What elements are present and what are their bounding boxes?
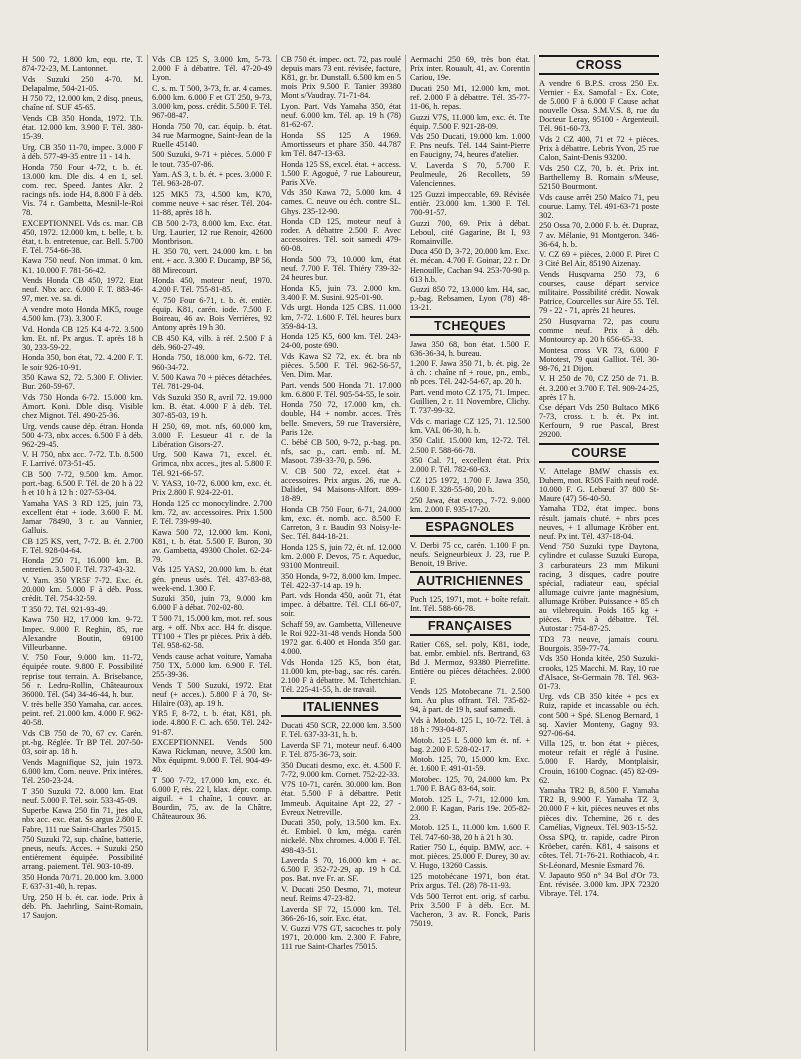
classified-ad: Vds 350 Kawa 72, 5.000 km. 4 cames. C. neuve ou éch. contre SL. Ghys. 235-12-90.: [281, 188, 401, 216]
classified-ad: TD3 73 neuve, jamais couru. Bourgois. 359-77-74.: [539, 634, 659, 653]
classified-ad: CB 500 7-72, 9.500 km. Amor. port.-bag. 6.500 F. Tél. de 20 h à 22 h et 10 h à 12 h : 027-53-04.: [22, 470, 143, 498]
column-5: [534, 55, 663, 1051]
classified-ad: Vds 125 YAS2, 20.000 km. b. état gén. pneus usés. Tél. 437-83-88, week-end. 1.300 F.: [152, 565, 272, 593]
classified-ad: Ratier C6S, sel. poly, K81, iode, bat. embr. embiel. nfs. Bertrand, 63 Bd J. Mermoz, 93380 Pierrefitte. Entière ou pièces détachées. 2.000 F.: [410, 640, 530, 686]
classified-ad: Kawa 750 H2, 17.000 km. 9-72. Impec. 9.000 F. Reghin, 85, rue Alexandre Boutin, 69100 Villeurbanne.: [22, 615, 143, 652]
classified-ad: Vds 500 Terrot ent. orig. sf carbu. Prix 3.500 F à déb. Ecr. M. Vacheron, 3 av. R. Fonck, Paris 75019.: [410, 891, 530, 928]
classified-ad: Suzuki 350, juin 73, 9.000 km 6.000 F à débat. 702-02-80.: [152, 594, 272, 613]
classified-ad: Vends T 500 Suzuki, 1972. Etat neuf (+ acces.). 5.800 F à 70, St-Hilaire (03), ap. 19 h.: [152, 680, 272, 708]
column-2: [147, 55, 276, 1051]
classified-ad: Vds Kawa S2 72, ex. ét. bra nb pièces. 5.500 F. Tél. 962-56-57, Ven. Dim. Mar.: [281, 351, 401, 380]
classified-ad: Honda K5, juin 73. 2.000 km. 3.400 F. M. Susini. 925-01-90.: [281, 283, 401, 302]
classified-ad: Villa 125, tr. bon état + pièces, moteur refait et réglé à l'usine. 5.000 F. Hardy, Montplaisir, Crouin, 16100 Cognac. (45) 82-09-62.: [539, 739, 659, 785]
classified-ad: Vds 350 Honda kitée, 250 Suzuki-crooks, 125 Macchi. M. Ray, 10 rue d'Alsace, St-Germain 78. Tél. 963-01-73.: [539, 654, 659, 691]
classified-ad: Ducati 350, poly, 13.500 km. Ex. ét. Embiel. 0 km, méga. carén nickelé. Nbx chromes. 4.000 F. Tél. 498-43-51.: [281, 818, 401, 855]
classified-ad: 125 Guzzi impeccable, 69. Révisée entièr. 23.000 km. 1.300 F. Tél. 700-91-57.: [410, 189, 530, 217]
classified-ad: Vends 125 Motobecane 71. 2.500 km. Au plus offrant. Tél. 735-82-94, à part. de 19 h, sauf samedi.: [410, 687, 530, 715]
classified-ad: CZ 125 1972, 1.700 F. Jawa 350, 1.600 F. 328-55-80, 20 h.: [410, 475, 530, 494]
classified-ad: Vd. Honda CB 125 K4 4-72. 3.500 km. Et. nf. Px argus. T. après 18 h 30, 233-59-22.: [22, 324, 143, 352]
classified-ad: Superbe Kawa 250 fin 71, jtes alu, nbx acc. exc. état. Ss argus 2.800 F. Fabre, 111 rue Saint-Charles 75015.: [22, 806, 143, 834]
classified-ad: H 500 72, 1.800 km, equ. rte, T. 874-72-23, M. Lantonnet.: [22, 55, 143, 74]
classified-ad: H. 350 70, vert. 24.000 km. t. bn ent. + acc. 3.300 F. Ducamp, BP 56, 88 Mirecourt.: [152, 247, 272, 275]
classified-ad: Urg. 250 H b. ét. car. iode. Prix à déb. Ph. Jaehrling, Saint-Romain, 17 Saujon.: [22, 892, 143, 920]
classified-ad: V. H 250 de 70, CZ 250 de 71. B. ét. 3.200 et 3.700 F. Tél. 909-24-25, après 17 h.: [539, 374, 659, 402]
classified-ad: V. 500 Kawa 70 + pièces détachées. Tél. 781-29-04.: [152, 373, 272, 392]
classified-ad: Vends Honda CB 450, 1972. Etat neuf. Nbx acc. 6.000 F. T. 883-46-97, mer. ve. sa. di.: [22, 276, 143, 304]
classified-ad: Honda 250 71, 16.000 km. B. entretien. 3.500 F. Tél. 737-43-32.: [22, 556, 143, 575]
classified-ad: A vendre 6 B.P.S. cross 250 Ex. Vernier - Ex. Samofal - Ex. Cote, de 5.000 F à 6.000 F Cause achat nouvelle Ossa. S.M.V.S. 8, rue du Docteur Leray, 95100 - Argenteuil. Tél. 961-60-73.: [539, 79, 659, 134]
classified-ad: Kawa 750 neuf. Non immat. 0 km. K1. 10.000 F. 781-56-42.: [22, 256, 143, 275]
classified-ad: Vds 750 Honda 6-72. 15.000 km. Amort. Koni. Dble disq. Visible chez Mignot. Tél. 490-25-36.: [22, 392, 143, 420]
classified-ad: Jawa 350 68, bon état. 1.500 F. 636-36-34, h. bureau.: [410, 339, 530, 358]
classified-ad: Vends Magnifique S2, juin 1973. 6.000 km. Com. neuve. Prix intéres. Tél. 250-23-24.: [22, 757, 143, 786]
classified-ad: Vends CB 350 Honda, 1972. T.b. état. 12.000 km. 3.900 F. Tél. 380-15-39.: [22, 114, 143, 142]
classified-ad: Motobec. 125, 70, 24.000 km. Px 1.700 F. BAG 83-64, soir.: [410, 775, 530, 794]
classified-ad: V. 750 Four, 9.000 km. 11-72, équipée route. 9.800 F. Possibilité reprise tout terrain. A. Brisebance, 56 r. Ledru-Rollin, Châteauroux 36000. Tél. (54) 34-46-44, h. bur.: [22, 653, 143, 699]
classified-ad: H 750 72, 12.000 km, 2 disq. pneus, chaîne nf. SUF 45-65.: [22, 94, 143, 113]
classified-ad: Ducati 250 M1, 12.000 km, mot. ref. 2.000 F à débattre. Tél. 35-77-11-06, h. repas.: [410, 83, 530, 111]
classified-ad: 1.200 F. Jawa 350 71, b. ét. pig. 2e à ch. : chaîne nf + roue, pn., emb., nb pces. Tél. 242-54-67, ap. 20 h.: [410, 359, 530, 387]
classified-ad: Lyon. Part. Vds Yamaha 350, état neuf. 6.000 km. Tél. ap. 19 h (78) 81-62-67.: [281, 101, 401, 130]
classified-ad: 350 Ducati desmo, exc. ét. 4.500 F. 7-72, 9.000 km. Cornet. 752-22-33.: [281, 760, 401, 779]
classified-ad: Motob. 125 L 5.000 km ét. nf. + bag. 2.200 F. 528-02-17.: [410, 735, 530, 754]
classified-ad: Yam. AS 3, t. b. ét. + pces. 3.000 F. Tél. 963-28-07.: [152, 170, 272, 189]
classified-ad: EXCEPTIONNEL Vends 500 Kawa Rickman, neuve, 3.500 km. Nbx équipmt. 9.000 F. Tél. 904-49-40.: [152, 738, 272, 775]
classified-ad: Guzzi 850 72, 13.000 km. H4, sac, p.-bag. Rebsamen, Lyon (78) 48-13-21.: [410, 285, 530, 313]
classified-ad: Vds 250 Ducati, 19.000 km. 1.000 F. Pns neufs. Tél. 144 Saint-Pierre en Faucigny, 74, heures d'atelier.: [410, 132, 530, 160]
classified-ad: Vds CB 125 S, 3.000 km, 5-73. 2.000 F à débattre. Tél. 47-20-49 Lyon.: [152, 55, 272, 83]
classified-ad: 250 Husqvarna 72, pas couru comme neuf. Prix à déb. Montourcy ap. 20 h 656-65-33.: [539, 316, 659, 345]
classified-ad: Honda 750, 18.000 km, 6-72. Tél. 960-34-72.: [152, 353, 272, 372]
classified-ad: Vds 2 CZ 400, 71 et 72 + pièces. Prix à débattre. Lebris Yvon, 25 rue Calon, Saint-Denis 93200.: [539, 135, 659, 163]
classified-ad: Yamaha TR2 B, 8.500 F. Yamaha TR2 B, 9.900 F. Yamaha TZ 3, 20.000 F + kit, pièces neuves et nbs pièces div. Tchernine, 26 r. des Camélias, Vigneux. Tél. 903-15-52.: [539, 786, 659, 832]
classified-ad: H 250, 69, mot. nfs, 60.000 km, 3.000 F. Lesueur 41 r. de la Libération Gisors-27.: [152, 421, 272, 449]
classified-ad: CB 450 K4, vilb. à réf. 2.500 F à déb. 960-27-49.: [152, 333, 272, 352]
classified-ad: Vend 750 Suzuki type Daytona, cylindre et culasse Suzuki Europa, 3 carburateurs 23 mm Mikuni racing, 3 disques, cadre poutre spécial, radiateur eau, spécial allumage cuivre jante magnésium, allumage Kröber. Puissance + 85 ch au vilebrequin. Poids 165 kg + pièces. Prix à débattre. Tél. Autostar : 754-87-25.: [539, 542, 659, 634]
classified-ad: C. s. m. T 500, 3-73, fr. ar. 4 cames. 6.000 km. 6.000 F et GT 250, 9-73, 3.000 km, poss. crédit. 5.500 F. Tél. 967-08-47.: [152, 83, 272, 121]
classified-ad: Honda 125 cc monocylindre. 2.700 km. 72, av. accessoires. Prix 1.500 F. Tél. 739-99-40.: [152, 498, 272, 526]
classified-ad: 250 Jawa, état excep., 7-72. 9.000 km. 2.000 F. 935-17-20.: [410, 495, 530, 514]
classified-ad: Honda 750 72, 17.000 km, ch. double, H4 + nombr. acces. Très belle. Smevers, 59 rue Traversière, Paris 12e.: [281, 400, 401, 437]
classified-ad: Vds CB 750 de 70, 67 cv. Carén. pt.-bg. Réglée. Tr BP Tél. 207-50-03, soir ap. 18 h.: [22, 729, 143, 757]
classified-ad: T 350 Suzuki 72. 8.000 km. Etat neuf. 5.000 F. Tél. soir. 533-45-09.: [22, 786, 143, 805]
section-heading: FRANÇAISES: [410, 616, 530, 636]
classified-ad: 250 Ossa 70, 2.000 F. b. ét. Dupraz, 7 av. Mélanie, 91 Montgeron. 346-36-64, h. b.: [539, 221, 659, 249]
classified-ad: Guzzi 700, 69. Prix à débat. Leboul, cité Gagarine, Bt I, 93 Romainville.: [410, 218, 530, 246]
classified-ad: 500 Suzuki, 9-71 + pièces. 5.000 F le tout. 735-07-86.: [152, 150, 272, 169]
section-heading: COURSE: [539, 443, 659, 463]
classified-ad: Part. vds Honda 450, août 71, état impec. à débattre. Tél. CLI 66-07, soir.: [281, 591, 401, 619]
classified-ad: CB 125 KS, vert, 7-72. B. ét. 2.700 F. Tél. 928-04-64.: [22, 536, 143, 555]
classified-ad: 350 Calif. 15.000 km, 12-72. Tél. 2.500 F. 588-66-78.: [410, 436, 530, 455]
classified-ad: T 350 72. Tél. 921-93-49.: [22, 604, 108, 614]
classified-ad: V. 750 Four 6-71, t. b. ét. entièr. équip. K81, carén. iode. 7.500 F. Boireau, 46 av. Bois Verrières, 92 Antony après 19 h 30.: [152, 295, 272, 333]
classified-ad: Aermachi 250 69, très bon état. Prix inter. Rouault, 41, av. Corentin Cariou, 19e.: [410, 55, 530, 83]
section-heading: TCHEQUES: [410, 316, 530, 336]
section-heading: AUTRICHIENNES: [410, 571, 530, 591]
classified-ad: Honda 750 Four 4-72, t. b. ét. 13.000 km. Dle dis. 4 en 1, sel. com. rec. Speed. Jantes Akr. 2 racings nfs. iode H4, 8.800 F à déb. Vis. 74 r. Gambetta, Mesnil-le-Roi 78.: [22, 162, 143, 217]
classified-ad: Honda 125 K5, 600 km. Tél. 243-24-00, poste 690.: [281, 332, 401, 351]
classified-ad: T 500 7-72, 17.000 km, exc. ét. 6.000 F, rés. 22 l, klax. dépr. comp. aiguil. + 1 chaîne, 1 couvr. ar. Bourdin, 75, av. de la Châtre, Châteauroux 36.: [152, 776, 272, 822]
classified-ad: V. CB 500 72, excel. état + accessoires. Prix argus. 26, rue A. Dalidet, 94 Maisons-Alfort. 899-18-89.: [281, 467, 401, 504]
classified-ad: Part. vends 500 Honda 71. 17.000 km. 6.800 F. Tél. 905-54-55, le soir.: [281, 380, 401, 399]
classified-ad: V. très belle 350 Yamaha, car. acces. peint. ref. 21.000 km. 4.000 F. 962-40-58.: [22, 700, 143, 728]
classified-ad: Montesa cross VR 73, 6.000 F Mototest, 79 quai Galliot. Tél. 30-98-76, 21 Dijon.: [539, 345, 659, 373]
classified-ad: Ratier 750 L, équip. BMW, acc. + mot. pièces. 25.000 F. Durey, 30 av. V. Hugo, 13260 Cassis.: [410, 843, 530, 871]
column-3: [276, 55, 405, 1051]
classified-ad: 350 Honda 70/71. 20.000 km. 3.000 F. 637-31-40, h. repas.: [22, 872, 143, 892]
classified-ad: Motob. 125 L, 7-71, 12.000 km. 2.000 F. Kagan, Paris 19e. 205-82-23.: [410, 794, 530, 822]
classified-ad: Honda CD 125, moteur neuf à roder. A débattre 2.500 F. Avec accessoires. Tél. soit samedi 479-60-08.: [281, 217, 401, 254]
classified-ad: Urg. CB 350 11-70, impec. 3.000 F à déb. 577-49-35 entre 11 - 14 h.: [22, 142, 143, 161]
classified-ad: Cse départ Vds 250 Bultaco MK6 7-73, cross. t. b. ét. Px int. Kerfourn, 9 rue Pascal, Brest 29200.: [539, 403, 659, 440]
classified-ad: Urg. vds CB 350 kitée + pcs ex Ruiz, rapide et incassable ou éch. cont 500 + Spé. SLenog Bernard, 1 sq. Xavier Monteny, Gagny 93. 927-06-64.: [539, 692, 659, 738]
classified-ad: Laverda SF 72, 15.000 km. Tél. 366-26-16, soir. Exc. état.: [281, 904, 401, 923]
section-heading: ITALIENNES: [281, 697, 401, 717]
classified-ad: 125 motobécane 1971, bon état. Prix argus. Tél. (28) 78-11-93.: [410, 871, 530, 891]
classified-ad: Vends cause achat voiture, Yamaha 750 TX, 5.000 km. 6.900 F. Tél. 255-39-36.: [152, 651, 272, 679]
column-4: [405, 55, 534, 1051]
classified-ad: Vds Suzuki 250 4-70. M. Delapalme, 504-21-05.: [22, 74, 143, 93]
classified-ad: T 500 71, 15.000 km, mot. ref. sous arg. + off. Nbx acc. H4 fr. disque. TT100 + Tles pr pièces. Prix à déb. Tél. 958-62-58.: [152, 613, 272, 651]
classified-ad: Vds Suzuki 350 R, avril 72. 19.000 km. B. état. 4.000 F à déb. Tél. 307-85-03, 19 h.: [152, 392, 272, 420]
classified-ad: V. H 750, nbx acc. 7-72. T.b. 8.500 F. Larrivé. 073-51-45.: [22, 450, 143, 469]
classified-ad: Honda 450, moteur neuf, 1970. 4.200 F. Tél. 755-81-85.: [152, 276, 272, 295]
classified-ad: Part. vend moto CZ 175, 71. Impec. Guillien, 2 r. 11 Novembre, Clichy. T. 737-99-32.: [410, 388, 530, 416]
classified-ad: V. Derbi 75 cc, carén. 1.100 F pn. neufs. Seigneurbieux J. 23, rue P. Benoit, 19 Brive.: [410, 540, 530, 568]
classified-ad: Duca 450 D, 3-72, 20.000 km. Exc. ét. mécan. 4.700 F. Goinar, 22 r. Dr Henouille, Cachan 94. 253-70-90 p. 613 h.b.: [410, 247, 530, 284]
classified-ad: Urg. vends cause dép. étran. Honda 500 4-73, nbx acces. 6.500 F à déb. 962-29-45.: [22, 421, 143, 449]
classified-ad: Motob. 125 L, 11.000 km. 1.600 F. Tél. 747-60-38, 20 h à 21 h 30.: [410, 823, 530, 842]
classified-ad: Honda SS 125 A 1969. Amortisseurs et phare 350. 44.787 km Tél. 847-13-63.: [281, 130, 401, 158]
columns-container: [18, 55, 791, 1051]
classified-ad: C. bébé CB 500, 9-72, p.-bag. pn. nfs, sac p., cart. emb. nf. M. Masoot. 739-33-70, p. 596.: [281, 438, 401, 466]
classified-ad: Kawa 500 72, 12.000 km. Koni, K81, t. b. état. 5.500 F. Buron, 30 av. Gambetta, 49300 Cholet. 62-24-79.: [152, 527, 272, 564]
classified-ad: 350 Honda, 9-72, 8.000 km. Impec. Tél. 422-37-14 ap. 19 h.: [281, 571, 401, 590]
classified-ad: Laverda S 70, 16.000 km + ac. 6.500 F. 352-72-29, ap. 19 h Cd. pos. Bat. nve Fr. ar. SF.: [281, 856, 401, 884]
classified-ad: Vds cause arrêt 250 Maïco 71, peu courue. Lamy. Tél. 491-63-71 poste 302.: [539, 192, 659, 220]
classified-ad: YR5 F, 8-72, t. b. état, K81, ph. iode. 4.800 F. C. ach. 650. Tél. 242-91-87.: [152, 709, 272, 737]
classified-ad: Honda 125 S, juin 72, ét. nf. 12.000 km. 2.000 F. Devos, 75 r. Aqueduc, 93100 Montreuil.: [281, 542, 401, 570]
classified-ad: V. Japauto 950 n° 34 Bol d'Or 73. Ent. révisée. 3.000 km. JPX 72320 Vibraye. Tél. 174.: [539, 871, 659, 899]
classified-ad: Vds c. mariage CZ 125, 71. 12.500 km. VAL 06-30, h. b.: [410, 416, 530, 435]
classified-ad: Vds à Motob. 125 L, 10-72. Tél. à 18 h : 793-04-87.: [410, 715, 530, 735]
classified-ad: 125 MK5 73, 4.500 km, K70, comme neuve + sac réser. Tél. 204-11-88, après 18 h.: [152, 189, 272, 217]
classified-ad: V. Ducati 250 Desmo, 71, moteur neuf. Reims 47-23-82.: [281, 884, 401, 903]
classified-ad: EXCEPTIONNEL Vds cs. mar. CB 450, 1972. 12.000 km, t. belle, t. b. état, t. b. entretenue, car. Bell. 5.700 F. Tél. 754-66-38.: [22, 218, 143, 255]
classified-ad: Guzzi V7S, 11.000 km, exc. ét. Tte équip. 7.500 F. 921-28-09.: [410, 112, 530, 131]
classified-ad: 350 Kawa S2, 72. 5.300 F. Olivier. Bur. 260-59-67.: [22, 373, 143, 392]
column-1: [18, 55, 147, 1051]
classified-ad: Honda 350, bon état, 72. 4.200 F. T. le soir 926-10-91.: [22, 353, 143, 372]
classified-ad: Honda 125 SS, excel. état. + access. 1.500 F. Agogué, 7 rue Laboureur, Paris XVe.: [281, 159, 401, 187]
classified-ad: Urg. 500 Kawa 71, excel. ét. Grimca, nbx acces., jtes al. 5.800 F. Tél. 921-66-57.: [152, 450, 272, 478]
classified-ad: V. Laverda S 70, 5.700 F. Peulmeule, 26 Recollets, 59 Valenciennes.: [410, 161, 530, 189]
classified-ad: Motob. 125, 70, 15.000 km. Exc. ét. 1.600 F. 491-01-59.: [410, 755, 530, 774]
classified-ad: Vds 250 CZ, 70, b. ét. Prix int. Barthellemy B. Romain s/Meuse, 52150 Bourmont.: [539, 163, 659, 192]
classified-ad: Vds urgt. Honda 125 CBS. 11.000 km, 7-72. 1.600 F. Tél. heures burx 359-84-13.: [281, 303, 401, 331]
classified-ad: V. Guzzi V7S GT, sacoches tr. poly 1971, 20.000 km. 2.300 F. Fabre, 111 rue Saint-Charles 75015.: [281, 924, 401, 952]
classified-ad: Schaff 59, av. Gambetta, Villeneuve le Roi 922-31-48 vends Honda 500 1972 gar. 6.400 et Honda 350 gar. 4.000.: [281, 620, 401, 657]
classified-ad: Puch 125, 1971, mot. + boîte refait. Int. Tél. 588-66-78.: [410, 595, 530, 614]
classified-ad: A vendre moto Honda MK5, rouge 4.500 km. (73). 3.300 F.: [22, 304, 143, 324]
classified-ad: 350 Cal. 71, excellent état. Prix 2.000 F. Tél. 782-60-63.: [410, 456, 530, 475]
classified-ad: 750 Suzuki 72, sup. chaîne, batterie, pneus, neufs. Acces. + Suzuki 250 entièrement équipée. Possibilité arrang. paiement. Tél. 903-10-89.: [22, 835, 143, 872]
section-heading: ESPAGNOLES: [410, 517, 530, 537]
classified-ad: Ducati 450 SCR, 22.000 km. 3.500 F. Tél. 637-33-31, h. b.: [281, 721, 401, 740]
classified-ad: V7S 10-71, carén. 30.000 km. Bon état. 5.500 F à débattre. Petit Immeub. Aquitaine Apt 22, 27 - Evreux Netreville.: [281, 780, 401, 817]
classified-ad: Honda CB 750 Four, 6-71, 24.000 km, exc. ét. nomb. acc. 8.500 F. Carreton, 3 r. Baudin 93 Noisy-le-Sec. Tél. 844-18-21.: [281, 504, 401, 542]
classified-ad: V. CZ 69 + pièces, 2.000 F. Piret C 3 Cité Bel Air, 85190 Aizenay.: [539, 250, 659, 269]
classified-ad: Yamaha TD2, état impec. bons résult. jamais chuté. + nbrs pces neuves, + 1 allumage Kröber ent. neuf. Px int. Tél. 437-18-04.: [539, 504, 659, 541]
classified-ad: Laverda SF 71, moteur neuf. 6.400 F. Tél. 875-36-73, soir.: [281, 740, 401, 760]
classified-ad: V. YAS3, 10-72, 6.000 km, exc. ét. Prix 2.800 F. 924-22-01.: [152, 479, 272, 498]
classified-ad: Ossa SPQ, tr. rapide, cadre Piron Kröeber, carén. K81, 4 saisons et côtes. Tél. 71-76-21. Rothiacob, 4 r. St-Léonard, Mesnie Esmard 76.: [539, 833, 659, 870]
classified-ad: V. Yam. 350 YR5F 7-72. Exc. ét. 20.000 km. 5.000 F à déb. Poss. crédit. Tél. 754-32-59.: [22, 576, 143, 604]
classified-ad: Yamaha YAS 3 RD 125, juin 73, excellent état + iode. 3.600 F. M. Jamar 78490, 3 r. au Vannier, Galluis.: [22, 498, 143, 536]
classified-ad: Honda 500 73, 10.000 km, état neuf. 7.700 F. Tél. Thiéry 739-32-24 heures bur.: [281, 254, 401, 283]
classified-ad: Vds Honda 125 K5, bon état, 11.000 km, pte-bag., sac rés. carén. 2.100 F à débattre. M. Tchertchian. Tél. 225-41-55, h. de travail.: [281, 657, 401, 695]
classified-ad: Vends Husqvarna 250 73, 6 courses, cause départ service militaire. Possibilité crédit. Nowak Patrice, Courcelles sur Aire 55. Tél. 79 - 22 - 71, après 21 heures.: [539, 269, 659, 316]
classified-ad: V. Attelage BMW chassis ex. Duhem, mot. R50S Faith neuf rodé. 10.000 F. G. Lebœuf 37 800 St-Maure (47) 56-40-50.: [539, 466, 659, 503]
classified-ad: Honda 750 70, car. équip. b. état. 34 rue Marmogne, Saint-Jean de la Ruelle 45140.: [152, 121, 272, 149]
section-heading: CROSS: [539, 55, 659, 75]
classified-ad: CB 500 2-73, 8.000 km. Exc. état. Urg. Laurier, 12 rue Renoir, 42600 Montbrison.: [152, 218, 272, 246]
classified-ad: CB 750 ét. impec. oct. 72, pas roulé depuis mars 73 ent. révisée, facture, K81, gr. br. Dunstall. 6.500 km en 5 mois Prix 9.500 F. Tanier 39380 Mont s/Vaudray. 71-71-84.: [281, 55, 401, 101]
